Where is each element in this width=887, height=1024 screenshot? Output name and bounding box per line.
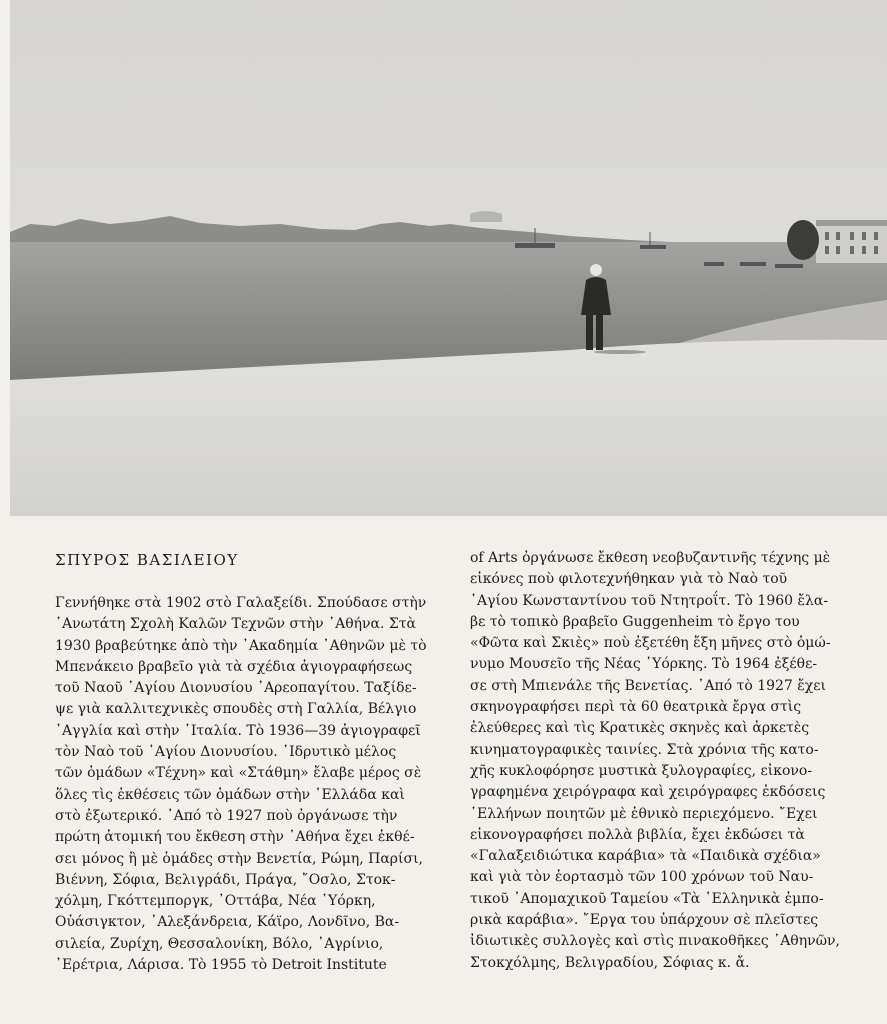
right-text-column	[470, 548, 855, 974]
text-line: καὶ γιὰ τὸν ἑορτασμὸ τῶν 100 χρόνων τοῦ Ναυ-	[470, 869, 814, 886]
text-line: χόλμη, Γκόττεμποργκ, ᾿Οττάβα, Νέα ῾Υόρκη,	[55, 893, 376, 910]
article-title: ΣΠΥΡΟΣ ΒΑΣΙΛΕΙΟΥ	[55, 551, 239, 569]
text-line: Στοκχόλμης, Βελιγραδίου, Σόφιας κ. ἄ.	[470, 954, 750, 971]
text-line: τῶν ὁμάδων «Τέχνη» καὶ «Στάθμη» ἔλαβε μέρος σὲ	[55, 765, 422, 782]
text-line: εἰκονογραφήσει πολλὰ βιβλία, ἔχει ἐκδώσει τὰ	[470, 826, 805, 843]
text-line: νυμο Μουσεῖο τῆς Νέας ῾Υόρκης. Τὸ 1964 ἐξέθε-	[470, 656, 818, 673]
text-line: ῾Ελλήνων ποιητῶν μὲ ἐθνικὸ περιεχόμενο. ῎Εχει	[470, 805, 818, 822]
text-line: πρώτη ἀτομική του ἔκθεση στὴν ᾿Αθήνα ἔχει ἐκθέ-	[55, 829, 415, 846]
text-line: «Γαλαξειδιώτικα καράβια» τὰ «Παιδικὰ σχέδια»	[470, 848, 821, 865]
text-line: ρικὰ καράβια». ῎Εργα του ὑπάρχουν σὲ πλεῖστες	[470, 912, 819, 929]
text-line: τὸν Ναὸ τοῦ ῾Αγίου Διονυσίου. ῾Ιδρυτικὸ μέλος	[55, 744, 397, 761]
text-line: κινηματογραφικὲς ταινίες. Στὰ χρόνια τῆς κατο-	[470, 741, 819, 758]
text-line: βε τὸ τοπικὸ βραβεῖο Guggenheim τὸ ἔργο του	[470, 613, 800, 630]
text-line: ᾿Αγγλία καὶ στὴν ᾿Ιταλία. Τὸ 1936—39 ἁγιογραφεῖ	[55, 722, 421, 739]
text-line: of Arts ὀργάνωσε ἔκθεση νεοβυζαντινῆς τέχνης μὲ	[470, 550, 831, 566]
photograph-icon	[10, 0, 887, 516]
text-line: τικοῦ ᾿Απομαχικοῦ Ταμείου «Τὰ ῾Ελληνικὰ ἐμπο-	[470, 890, 824, 907]
text-line: χῆς κυκλοφόρησε μυστικὰ ξυλογραφίες, εἰκονο-	[470, 762, 813, 779]
photograph	[10, 0, 887, 516]
text-line: 1930 βραβεύτηκε ἀπὸ τὴν ᾿Ακαδημία ᾿Αθηνῶν μὲ τὸ	[55, 637, 427, 654]
text-line: ἰδιωτικὲς συλλογὲς καὶ στὶς πινακοθῆκες ᾿Αθηνῶν,	[470, 933, 841, 950]
text-line: σε στὴ Μπιενάλε τῆς Βενετίας. ᾿Από τὸ 1927 ἔχει	[470, 677, 827, 694]
text-line: ἐλεύθερες καὶ τὶς Κρατικὲς σκηνὲς καὶ ἀρκετὲς	[470, 720, 810, 737]
left-text-column	[55, 593, 435, 976]
text-line: Γεννήθηκε στὰ 1902 στὸ Γαλαξείδι. Σπούδασε στὴν	[55, 595, 427, 611]
text-line: στὸ ἐξωτερικό. ᾿Από τὸ 1927 ποὺ ὀργάνωσε τὴν	[55, 807, 398, 824]
text-line: ᾿Ερέτρια, Λάρισα. Τὸ 1955 τὸ Detroit Institute	[55, 957, 387, 974]
text-line: σιλεία, Ζυρίχη, Θεσσαλονίκη, Βόλο, ᾿Αγρίνιο,	[55, 935, 384, 952]
text-line: τοῦ Ναοῦ ῾Αγίου Διονυσίου ᾿Αρεοπαγίτου. Ταξίδε-	[55, 680, 417, 697]
text-line: ῾Αγίου Κωνσταντίνου τοῦ Ντητροΐτ. Τὸ 1960 ἔλα-	[470, 592, 829, 609]
text-line: γραφημένα χειρόγραφα καὶ χειρόγραφες ἐκδόσεις	[470, 784, 826, 801]
text-line: Οὐάσιγκτον, ᾿Αλεξάνδρεια, Κάϊρο, Λονδῖνο, Βα-	[55, 914, 400, 931]
text-line: ᾿Ανωτάτη Σχολὴ Καλῶν Τεχνῶν στὴν ᾿Αθήνα. Στὰ	[55, 616, 417, 633]
text-line: ὅλες τὶς ἐκθέσεις τῶν ὁμάδων στὴν ῾Ελλάδα καὶ	[55, 786, 405, 803]
text-line: «Φῶτα καὶ Σκιὲς» ποὺ ἐξετέθη ἔξη μῆνες στὸ ὁμώ-	[470, 635, 831, 652]
text-line: εἰκόνες ποὺ φιλοτεχνήθηκαν γιὰ τὸ Ναὸ τοῦ	[470, 571, 788, 588]
text-line: σκηνογραφήσει περὶ τὰ 60 θεατρικὰ ἔργα στὶς	[470, 699, 802, 716]
text-line: ψε γιὰ καλλιτεχνικὲς σπουδὲς στὴ Γαλλία, Βέλγιο	[55, 701, 417, 718]
text-line: σει μόνος ἢ μὲ ὁμάδες στὴν Βενετία, Ρώμη, Παρίσι,	[55, 850, 424, 867]
text-line: Μπενάκειο βραβεῖο γιὰ τὰ σχέδια ἁγιογραφήσεως	[55, 658, 413, 675]
text-line: Βιέννη, Σόφια, Βελιγράδι, Πράγα, ῎Οσλο, Στοκ-	[55, 871, 396, 888]
